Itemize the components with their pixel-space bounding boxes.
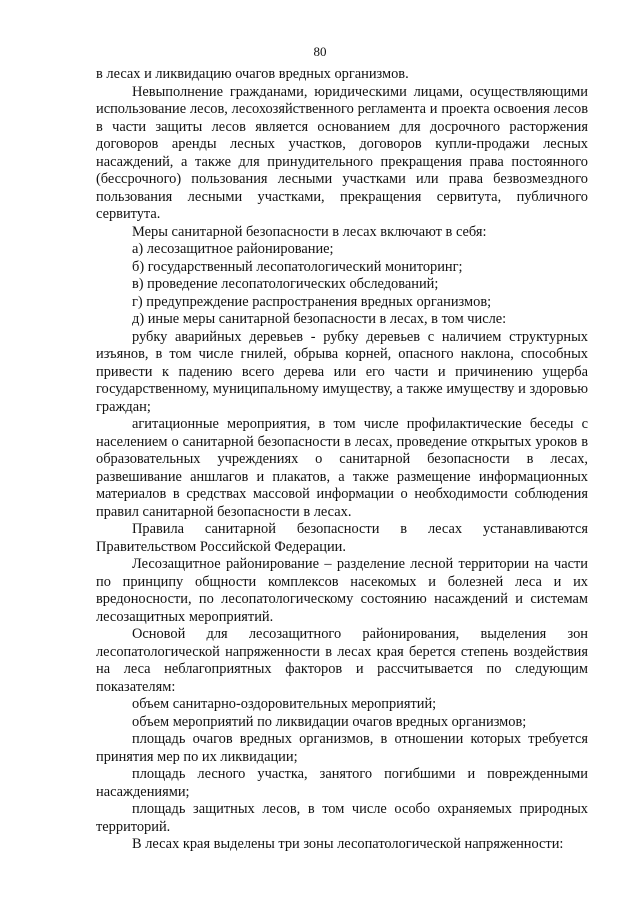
paragraph-emergency-felling: рубку аварийных деревьев - рубку деревьев с наличием структурных изъянов, в том числе гнилей, обрыва корней, опасного наклона, способных привести к падению всего дерева или его части и причинению ущерба государственному, муниципальному имуществу, а также имуществу и здоровью граждан; [96,328,588,415]
document-body [96,66,588,854]
list-item-d: д) иные меры санитарной безопасности в лесах, в том числе: [132,311,507,327]
indicator-protected-area: площадь защитных лесов, в том числе особо охраняемых природных территорий. [96,801,588,835]
paragraph-violation-consequences: Невыполнение гражданами, юридическими лицами, осуществляющими использование лесов, лесохозяйственного регламента и проекта освоения лесов в части защиты лесов является основанием для досрочного расторжения договоров аренды лесных участков, договоров купли-продажи лесных насаждений, а также для принудительного прекращения права постоянного (бессрочного) пользования лесными участками или права безвозмездного пользования лесными участками, прекращения сервитута, публичного сервитута. [96,83,588,222]
list-item-v: в) проведение лесопатологических обследований; [132,276,439,292]
paragraph-sanitary-measures-intro: Меры санитарной безопасности в лесах включают в себя: [132,223,487,240]
indicator-damaged-area: площадь лесного участка, занятого погибшими и поврежденными насаждениями; [96,766,588,800]
paragraph-rules: Правила санитарной безопасности в лесах устанавливаются Правительством Российской Федерации. [96,521,588,555]
list-item-a: а) лесозащитное районирование; [132,241,334,257]
paragraph-zoning-basis: Основой для лесозащитного районирования, выделения зон лесопатологической напряженности в лесах края берется степень воздействия на леса неблагоприятных факторов и рассчитывается по следующим показателям: [96,626,588,695]
list-item-b: б) государственный лесопатологический мониторинг; [132,258,463,275]
paragraph-continuation: в лесах и ликвидацию очагов вредных организмов. [96,66,409,82]
page-number: 80 [313,44,327,59]
paragraph-three-zones: В лесах края выделены три зоны лесопатологической напряженности: [132,836,564,852]
paragraph-zoning-definition: Лесозащитное районирование – разделение лесной территории на части по принципу общности комплексов насекомых и болезней леса и их вредоносности, по лесопатологическому состоянию насаждений и системам лесозащитных мероприятий. [96,556,588,625]
indicator-outbreak-area: площадь очагов вредных организмов, в отношении которых требуется принятия мер по их ликвидации; [96,731,588,765]
indicator-liquidation-volume: объем мероприятий по ликвидации очагов вредных организмов; [132,713,527,730]
paragraph-campaign-activities: агитационные мероприятия, в том числе профилактические беседы с населением о санитарной безопасности в лесах, проведение открытых уроков в образовательных учреждениях о санитарной безопасности в лесах, развешивание аншлагов и плакатов, а также размещение информационных материалов в средствах массовой информации о необходимости соблюдения правил санитарной безопасности в лесах. [96,416,588,520]
list-item-g: г) предупреждение распространения вредных организмов; [132,293,492,310]
indicator-sanitary-volume: объем санитарно-оздоровительных мероприятий; [132,696,437,712]
